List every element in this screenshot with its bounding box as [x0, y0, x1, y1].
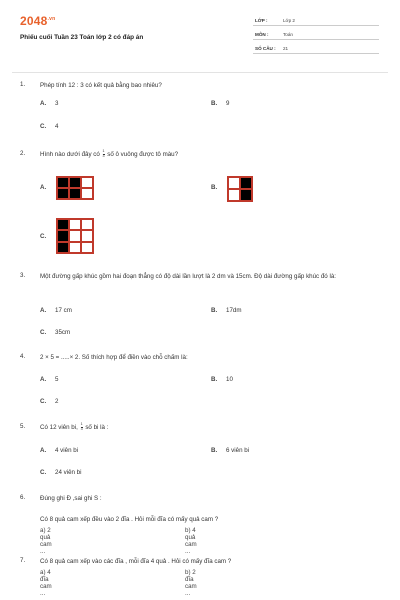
option-label: B.	[211, 447, 218, 454]
worksheet-header	[0, 0, 400, 64]
grid-cell-filled	[57, 177, 69, 188]
option-label: C.	[40, 398, 47, 405]
grid-cell-filled	[57, 219, 69, 230]
grid-cell-filled	[69, 188, 81, 199]
meta-class	[253, 16, 379, 26]
option-text: 17dm	[226, 307, 242, 314]
site-logo[interactable]: $2048^{.vn}$	[20, 14, 56, 28]
answer-text: a) 4 đĩa cam ...	[40, 569, 52, 597]
grid-cell	[81, 242, 93, 253]
fraction	[81, 423, 83, 431]
option-label: B.	[211, 184, 218, 191]
grid-cell-filled	[57, 242, 69, 253]
meta-count-label: SỐ CÂU :	[255, 46, 276, 51]
meta-subject-value: Toán	[283, 32, 293, 37]
fraction	[103, 150, 105, 158]
grid-cell-filled	[57, 230, 69, 241]
question-text	[40, 423, 385, 433]
grid-cell	[81, 230, 93, 241]
fraction-numerator: 1	[102, 149, 105, 154]
fraction-denominator: 3	[102, 153, 105, 158]
page-title: Phiếu cuối Tuần 23 Toán lớp 2 có đáp án	[20, 34, 144, 41]
answer-text: b) 4 quả cam ...	[185, 527, 197, 555]
question-text-start: Hình nào dưới đây có	[40, 151, 100, 158]
meta-question-count	[253, 44, 379, 54]
grid-cell	[81, 219, 93, 230]
figure-b[interactable]	[227, 176, 253, 202]
grid-cell	[69, 230, 81, 241]
question-text: Phép tính 12 : 3 có kết quả bằng bao nhiêu?	[40, 82, 162, 89]
grid-cell-filled	[69, 177, 81, 188]
question-text-end: số bi là :	[85, 424, 109, 431]
meta-class-label: LỚP :	[255, 18, 268, 23]
question-text-end: số ô vuông được tô màu?	[107, 151, 179, 158]
grid-cell	[69, 242, 81, 253]
option-label: C.	[40, 123, 47, 130]
option-label: A.	[40, 307, 47, 314]
figure-a[interactable]	[56, 176, 94, 200]
question-number: 5.	[20, 423, 26, 430]
question-text	[40, 150, 385, 160]
meta-subject	[253, 30, 379, 40]
sub-question-text: Có 8 quả cam xếp đều vào 2 đĩa . Hỏi mỗi đĩa có mấy quả cam ?	[40, 516, 219, 523]
option-label: A.	[40, 184, 47, 191]
question-number: 7.	[20, 557, 26, 564]
option-text: 4 viên bi	[55, 447, 79, 454]
option-text: 6 viên bi	[226, 447, 250, 454]
figure-c[interactable]	[56, 218, 94, 254]
question-text: Đúng ghi Đ ,sai ghi S :	[40, 495, 102, 502]
option-text: 5	[55, 376, 59, 383]
option-label: A.	[40, 447, 47, 454]
grid-cell	[69, 219, 81, 230]
option-label: B.	[211, 307, 218, 314]
question-number: 1.	[20, 81, 26, 88]
grid-cell	[81, 177, 93, 188]
question-number: 3.	[20, 272, 26, 279]
question-number: 2.	[20, 150, 26, 157]
grid-cell	[81, 188, 93, 199]
meta-count-value: 21	[283, 46, 289, 51]
option-text: 2	[55, 398, 59, 405]
question-number: 6.	[20, 494, 26, 501]
grid-cell	[228, 177, 240, 189]
option-label: C.	[40, 329, 47, 336]
grid-cell	[228, 189, 240, 201]
option-label: B.	[211, 376, 218, 383]
option-text: 17 cm	[55, 307, 72, 314]
header-divider	[12, 72, 388, 73]
question-number: 4.	[20, 353, 26, 360]
answer-text: b) 2 đĩa cam ...	[185, 569, 197, 597]
option-label: C.	[40, 469, 47, 476]
question-text: Một đường gấp khúc gồm hai đoạn thẳng có độ dài lần lượt là 2 dm và 15cm. Độ dài đường gấp khúc đó là:	[40, 273, 336, 280]
option-text: 10	[226, 376, 233, 383]
option-label: C.	[40, 233, 47, 240]
grid-cell-filled	[57, 188, 69, 199]
meta-subject-label: MÔN :	[255, 32, 269, 37]
option-label: A.	[40, 376, 47, 383]
fraction-numerator: 1	[80, 422, 83, 427]
option-text: 4	[55, 123, 59, 130]
option-text: 3	[55, 100, 59, 107]
question-text: Có 8 quả cam xếp vào các đĩa , mỗi đĩa 4 quả . Hỏi có mấy đĩa cam ?	[40, 558, 232, 565]
option-label: B.	[211, 100, 218, 107]
question-text-start: Có 12 viên bi,	[40, 424, 78, 431]
grid-cell-filled	[240, 177, 252, 189]
grid-cell-filled	[240, 189, 252, 201]
fraction-denominator: 3	[80, 426, 83, 431]
question-text: 2 × 5 = .....× 2. Số thích hợp để điền vào chỗ chấm là:	[40, 354, 188, 361]
meta-class-value: Lớp 2	[283, 18, 295, 23]
option-label: A.	[40, 100, 47, 107]
option-text: 24 viên bi	[55, 469, 82, 476]
option-text: 35cm	[55, 329, 71, 336]
answer-text: a) 2 quả cam ...	[40, 527, 52, 555]
option-text: 9	[226, 100, 230, 107]
